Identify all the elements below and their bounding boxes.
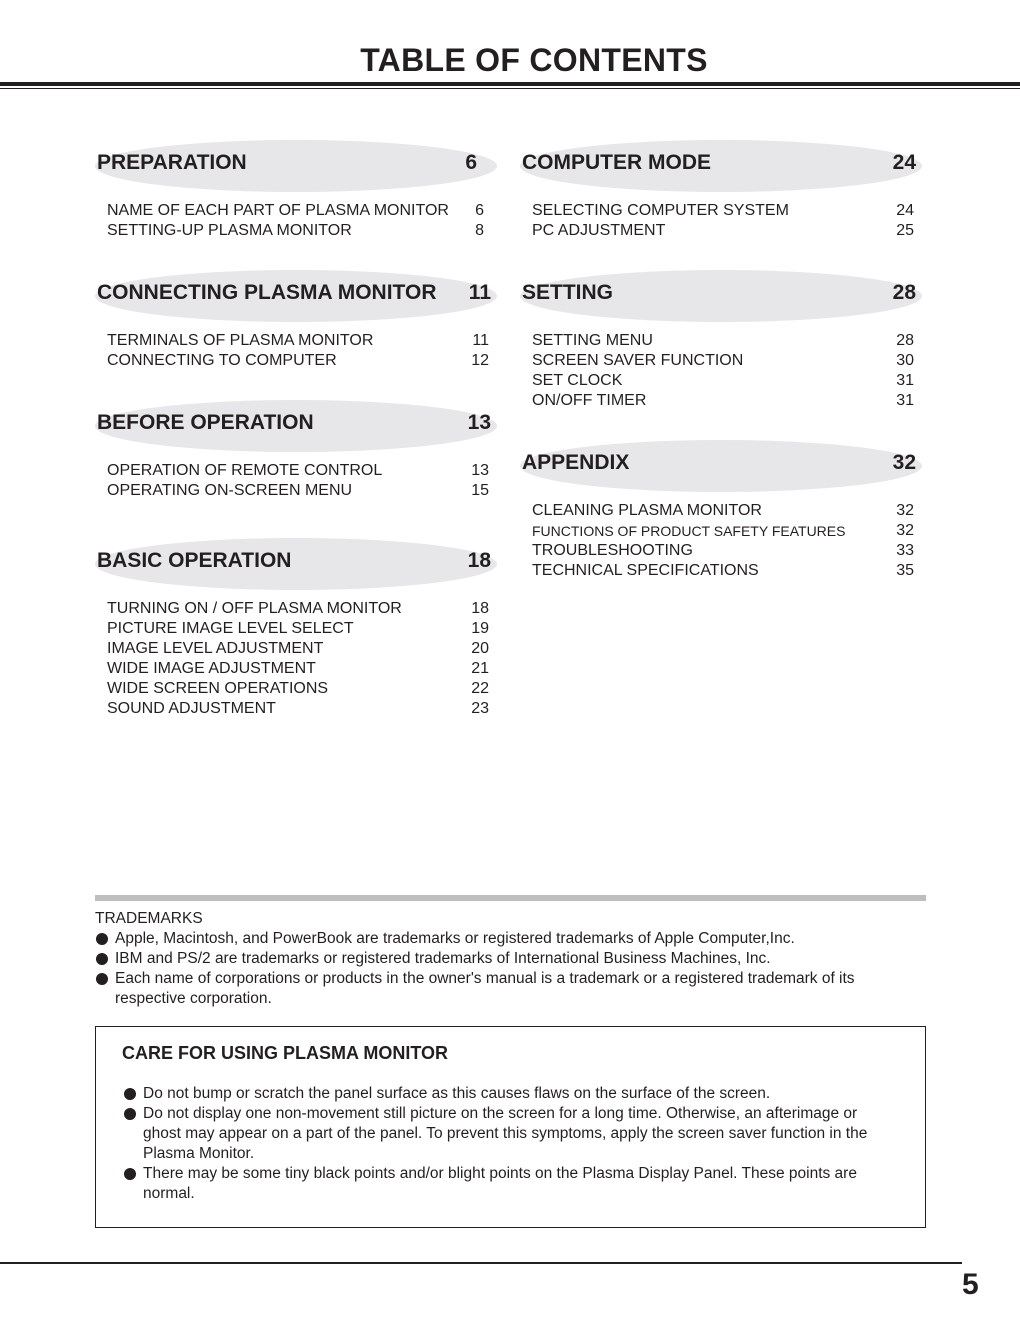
list-item [123,1104,893,1164]
care-notice-box [95,1026,926,1228]
section-title: PREPARATION [97,151,247,174]
entry-label: TERMINALS OF PLASMA MONITOR [107,332,374,349]
section-title: APPENDIX [522,451,630,474]
entry-label: OPERATING ON-SCREEN MENU [107,482,353,499]
bullet-icon [124,1088,136,1100]
toc-entries [522,201,922,241]
page-title: TABLE OF CONTENTS [360,42,708,78]
entry-label: SELECTING COMPUTER SYSTEM [532,202,789,219]
toc-entry[interactable] [97,461,497,481]
entry-page: 32 [896,522,914,539]
section-title: COMPUTER MODE [522,151,711,174]
item-text: There may be some tiny black points and/or blight points on the Plasma Display Panel. These points are normal. [143,1165,857,1202]
bullet-icon [124,1108,136,1120]
toc-section-basic-operation[interactable] [97,538,497,717]
trademarks-heading: TRADEMARKS [95,910,203,927]
entry-page: 23 [471,700,489,717]
entry-page: 11 [472,332,489,349]
entry-label: NAME OF EACH PART OF PLASMA MONITOR [107,202,449,219]
toc-entry[interactable] [97,639,497,659]
toc-left-column [97,0,497,740]
toc-entry[interactable] [97,599,497,619]
item-text: Do not display one non-movement still picture on the screen for a long time. Otherwise, an afterimage or ghost may appear on a part of the panel. To prevent this symptoms, apply the screen saver function in the Plasma Monitor. [143,1105,868,1162]
toc-entries [97,331,497,371]
entry-page: 32 [896,502,914,519]
toc-entries [97,599,497,719]
section-title: BASIC OPERATION [97,549,292,572]
trademarks-divider [95,895,926,901]
toc-section-preparation[interactable] [97,140,497,239]
section-header[interactable] [95,538,497,590]
entry-label: ON/OFF TIMER [532,392,647,409]
item-text: Each name of corporations or products in the owner's manual is a trademark or a registered trademark of its respective corporation. [115,970,855,1007]
toc-entry[interactable] [522,561,922,581]
section-title: BEFORE OPERATION [97,411,314,434]
bullet-icon [96,933,108,945]
toc-entry[interactable] [522,541,922,561]
entry-page: 12 [471,352,489,369]
entry-page: 35 [896,562,914,579]
footer-rule [0,1262,962,1264]
bullet-icon [96,953,108,965]
entry-label: IMAGE LEVEL ADJUSTMENT [107,640,324,657]
list-item [95,949,926,969]
section-page: 13 [467,411,491,434]
toc-entry[interactable] [97,201,497,221]
section-page: 18 [467,549,491,572]
toc-entry[interactable] [97,699,497,719]
toc-entry[interactable] [522,391,922,411]
entry-label: WIDE IMAGE ADJUSTMENT [107,660,316,677]
item-text: IBM and PS/2 are trademarks or registered trademarks of International Business Machines, Inc. [115,950,771,967]
toc-entry[interactable] [97,331,497,351]
entry-label: SETTING MENU [532,332,653,349]
toc-entries [97,461,497,501]
entry-page: 15 [471,482,489,499]
entry-label: SET CLOCK [532,372,623,389]
entry-page: 30 [896,352,914,369]
section-page: 32 [892,451,916,474]
list-item [123,1084,893,1104]
section-header[interactable] [95,270,497,322]
entry-label: CLEANING PLASMA MONITOR [532,502,762,519]
toc-section-before-operation[interactable] [97,400,497,499]
entry-page: 28 [896,332,914,349]
toc-entry[interactable] [97,619,497,639]
toc-entry[interactable] [522,521,922,541]
entry-page: 19 [471,620,489,637]
entry-label: PC ADJUSTMENT [532,222,666,239]
toc-section-appendix[interactable] [522,440,922,579]
toc-entry[interactable] [97,351,497,371]
entry-label: CONNECTING TO COMPUTER [107,352,337,369]
list-item [95,929,926,949]
entry-page: 13 [471,462,489,479]
section-page: 6 [465,151,477,174]
toc-entry[interactable] [522,201,922,221]
list-item [95,969,926,1009]
section-header[interactable] [520,270,922,322]
entry-label: FUNCTIONS OF PRODUCT SAFETY FEATURES [532,523,846,539]
entry-label: PICTURE IMAGE LEVEL SELECT [107,620,354,637]
toc-entry[interactable] [97,659,497,679]
entry-page: 20 [471,640,489,657]
section-title: SETTING [522,281,614,304]
entry-label: TECHNICAL SPECIFICATIONS [532,562,759,579]
section-header[interactable] [95,140,497,192]
list-item [123,1164,893,1204]
trademarks-block [95,909,926,1009]
toc-entries [97,201,497,241]
entry-page: 25 [896,222,914,239]
page-number: 5 [962,1268,979,1301]
section-header[interactable] [520,440,922,492]
entry-page: 31 [896,392,914,409]
toc-entry[interactable] [522,331,922,351]
entry-label: TURNING ON / OFF PLASMA MONITOR [107,600,402,617]
entry-label: SCREEN SAVER FUNCTION [532,352,744,369]
toc-entry[interactable] [522,221,922,241]
section-header[interactable] [95,400,497,452]
entry-label: WIDE SCREEN OPERATIONS [107,680,329,697]
toc-entry[interactable] [522,501,922,521]
section-header[interactable] [520,140,922,192]
toc-section-computer-mode[interactable] [522,140,922,239]
entry-label: SETTING-UP PLASMA MONITOR [107,222,352,239]
entry-label: SOUND ADJUSTMENT [107,700,276,717]
section-page: 28 [892,281,916,304]
section-page: 24 [892,151,916,174]
section-page: 11 [468,281,491,304]
entry-page: 22 [471,680,489,697]
entry-label: TROUBLESHOOTING [532,542,693,559]
care-list [123,1084,893,1204]
bullet-icon [96,973,108,985]
entry-page: 8 [475,222,484,239]
entry-page: 33 [896,542,914,559]
toc-entry[interactable] [97,481,497,501]
toc-entry[interactable] [522,351,922,371]
entry-page: 6 [475,202,484,219]
item-text: Apple, Macintosh, and PowerBook are trademarks or registered trademarks of Apple Computer,Inc. [115,930,795,947]
section-title: CONNECTING PLASMA MONITOR [97,281,437,304]
care-title: CARE FOR USING PLASMA MONITOR [122,1043,449,1063]
toc-entries [522,331,922,411]
toc-entry[interactable] [522,371,922,391]
entry-page: 21 [471,660,489,677]
entry-page: 24 [896,202,914,219]
trademarks-list [95,929,926,1009]
item-text: Do not bump or scratch the panel surface as this causes flaws on the surface of the screen. [143,1085,771,1102]
toc-section-setting[interactable] [522,270,922,409]
entry-page: 31 [896,372,914,389]
toc-section-connecting[interactable] [97,270,497,369]
toc-entry[interactable] [97,221,497,241]
bullet-icon [124,1168,136,1180]
entry-page: 18 [471,600,489,617]
toc-right-column [522,0,922,600]
toc-entry[interactable] [97,679,497,699]
toc-entries [522,501,922,581]
entry-label: OPERATION OF REMOTE CONTROL [107,462,383,479]
